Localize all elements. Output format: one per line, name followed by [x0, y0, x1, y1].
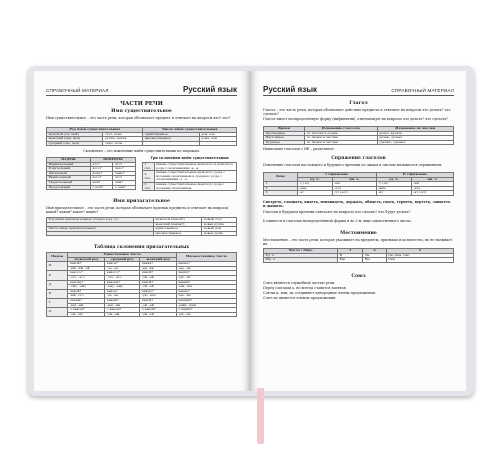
- verb-rule-2: Ь пишется в глаголах неопределённой формы и во 2-м лице единственного числа.: [263, 219, 412, 223]
- table-header: Единственное число: [68, 253, 176, 258]
- table-cell: 3 скл.: [143, 182, 155, 190]
- table-cell: 1: [264, 182, 298, 187]
- adjective-definition: Имя прилагательное – это часть речи, которая обозначает признак предмета и отвечает на вопросы какой? какая? какое? какие?: [46, 206, 229, 215]
- table-cell: Мы: [337, 258, 363, 263]
- verb-negation-note: Написание глаголов с НЕ – раздельное.: [263, 147, 335, 151]
- table-cell: Именительный: [47, 162, 91, 167]
- table-cell: ручка, земля: [103, 137, 143, 142]
- table-cell: -ыми, -ими: [176, 303, 236, 308]
- table-cell: -у (-ю): [297, 182, 332, 187]
- table-cell: Род имён прилагательных (только в ед. ч.): [47, 218, 154, 223]
- table-cell: В.: [47, 289, 68, 298]
- table-cell: какие?: [176, 289, 236, 294]
- conjugation-exceptions: Спотреть, слышать, видеть, ненавидеть, держать, обидеть, гнать, терпеть, вертеть, зависеть и дышать.: [263, 200, 451, 209]
- table-cell: какому?: [105, 280, 140, 285]
- verb-rule-1: Глаголы в будущем времени отвечают на вопросы что сделаю? что будут делать?: [263, 210, 411, 214]
- table-cell: 2 скл.: [143, 171, 155, 183]
- table-header: мн. ч.: [411, 177, 453, 182]
- table-cell: женский (какая?): [153, 222, 201, 227]
- table-cell: -ых, -их: [176, 275, 236, 280]
- table-header: мужской род: [68, 257, 105, 262]
- header-subject-title: Русский язык: [263, 85, 318, 94]
- table-cell: Мн. ч.: [264, 258, 338, 263]
- table-cell: -ит: [376, 191, 411, 196]
- table-header: ПАДЕЖ: [47, 158, 91, 163]
- table-cell: -ого, -его: [68, 275, 105, 280]
- declension-types-heading: Три склонения имён существительных: [150, 156, 229, 160]
- table-cell: -ым, -им: [68, 303, 105, 308]
- table-header: II спряжение: [376, 173, 453, 178]
- verb-definition: Глагол – это часть речи, которая обозначает действие предмета и отвечает на вопросы что делать? что сделать?: [263, 108, 451, 117]
- table-cell: -ая, -яя: [140, 266, 177, 271]
- table-cell: о ком?: [90, 185, 112, 190]
- table-header: Число \ Лицо: [264, 249, 338, 254]
- table-cell: Настоящее: [264, 136, 305, 141]
- table-cell: -ут (-ют): [332, 191, 376, 196]
- table-header: Время: [264, 127, 305, 132]
- table-cell: Творительный: [47, 180, 91, 185]
- table-cell: -ой, -ей: [140, 275, 177, 280]
- union-heading: Союз: [351, 274, 366, 279]
- table-cell: какая?: [140, 262, 177, 267]
- verb-tense-table: [263, 126, 454, 145]
- table-cell: Ты: [363, 253, 386, 258]
- table-header: Лицо: [264, 173, 298, 182]
- table-cell: имена существительные женского и мужского рода с окончаниями -а, -я: [154, 163, 236, 171]
- table-cell: чем?: [113, 180, 136, 185]
- table-cell: какого?: [105, 271, 140, 276]
- table-header: Падеж: [47, 253, 68, 262]
- table-cell: Винительный: [47, 176, 91, 181]
- adjective-declension-heading: Таблица склонения прилагательных: [94, 245, 189, 250]
- table-header: Род имён существительных: [47, 128, 143, 133]
- table-cell: каким?: [176, 280, 236, 285]
- table-cell: 2: [264, 186, 298, 191]
- table-cell: дом, ель: [199, 132, 236, 137]
- union-line-1: Союз является служебной частью речи.: [263, 281, 336, 285]
- table-cell: 1 скл.: [143, 163, 155, 171]
- conjugation-table: [263, 172, 454, 196]
- table-header: 3: [386, 249, 453, 254]
- table-cell: Число имён прилагательных: [47, 227, 154, 232]
- table-cell: какой?: [140, 280, 177, 285]
- table-cell: множественное: [153, 231, 201, 236]
- table-cell: единственное: [143, 132, 199, 137]
- table-cell: чему?: [113, 171, 136, 176]
- table-cell: -ат (-ят): [411, 191, 453, 196]
- table-cell: о каком?: [105, 308, 140, 313]
- table-cell: -ой, -ей: [140, 312, 177, 317]
- table-cell: -ом, -ем: [68, 312, 105, 317]
- table-cell: каких?: [176, 271, 236, 276]
- table-cell: [47, 231, 154, 236]
- table-cell: -ому, -ему: [105, 285, 140, 290]
- table-cell: -ые, -ых: [176, 294, 236, 299]
- verb-infinitive-note: Глагол имеет неопределённую форму (инфинитив), отвечающую на вопросы что делать? что сделать?: [263, 117, 449, 121]
- table-cell: -ое, -ее: [105, 294, 140, 299]
- table-cell: новый дом: [202, 227, 237, 232]
- verb-heading: Глагол: [349, 101, 368, 106]
- table-cell: Они: [386, 258, 453, 263]
- table-cell: сделаю, сделает: [377, 140, 453, 145]
- table-header: 1: [337, 249, 363, 254]
- table-cell: кто?: [90, 162, 112, 167]
- table-header: мн. ч.: [332, 177, 376, 182]
- table-cell: кого?: [90, 176, 112, 181]
- table-header: ед. ч.: [376, 177, 411, 182]
- table-cell: кем?: [90, 180, 112, 185]
- conjugation-heading: Спряжение глаголов: [331, 156, 386, 161]
- table-cell: И.: [47, 262, 68, 271]
- table-cell: Т.: [47, 298, 68, 307]
- table-cell: -им: [411, 182, 453, 187]
- noun-heading: Имя существительное: [111, 109, 172, 114]
- table-cell: по лицам и числам: [305, 136, 377, 141]
- table-cell: -ем: [332, 182, 376, 187]
- table-cell: Ед. ч.: [264, 253, 338, 258]
- table-cell: имена существительные женского рода с нулевым окончанием: [154, 182, 236, 190]
- table-header: 2: [363, 249, 386, 254]
- table-cell: Прошедшее: [264, 131, 305, 136]
- table-cell: какому?: [68, 280, 105, 285]
- table-cell: о какой?: [140, 308, 177, 313]
- table-cell: -ому, -ему: [68, 285, 105, 290]
- bookmark-ribbon: [257, 388, 264, 444]
- table-cell: какого?: [68, 271, 105, 276]
- table-cell: -ое, -ее: [105, 266, 140, 271]
- table-cell: какой?: [140, 271, 177, 276]
- table-cell: женский (она, моя): [47, 137, 103, 142]
- table-cell: какое?: [105, 262, 140, 267]
- table-cell: -ым, -им: [176, 285, 236, 290]
- table-cell: -ом, -ем: [105, 312, 140, 317]
- table-cell: -ой, -ей: [140, 285, 177, 290]
- page-header: [263, 81, 454, 96]
- table-cell: [143, 141, 199, 146]
- pronoun-definition: Местоимение – это часть речи, которая указывает на предметы, признаки и количество, но не называет их.: [263, 238, 453, 247]
- right-page: [251, 71, 466, 391]
- pronoun-heading: Местоимение: [340, 231, 377, 236]
- table-header: женский род: [140, 257, 177, 262]
- table-cell: какой?: [68, 289, 105, 294]
- parts-of-speech-title: ЧАСТИ РЕЧИ: [120, 101, 163, 107]
- table-cell: -ую, -юю: [140, 294, 177, 299]
- cases-table: [46, 157, 136, 190]
- adjective-gender-table: [46, 217, 237, 236]
- table-cell: [199, 141, 236, 146]
- table-cell: Д.: [47, 280, 68, 289]
- table-cell: -ый, -ий, -ой: [68, 266, 105, 271]
- table-cell: о каком?: [68, 308, 105, 313]
- table-cell: -ите: [411, 186, 453, 191]
- table-cell: 3: [264, 191, 298, 196]
- table-cell: Р.: [47, 271, 68, 280]
- table-cell: множественное: [143, 137, 199, 142]
- table-cell: каким?: [105, 298, 140, 303]
- left-page: [34, 71, 249, 391]
- table-cell: -ой, -ей: [140, 303, 177, 308]
- table-cell: о чём?: [113, 185, 136, 190]
- table-cell: по числам и родам: [305, 131, 377, 136]
- noun-definition: Имя существительное – это часть речи, которая обозначает предмет и отвечает на вопросы кто? что?: [46, 116, 231, 120]
- table-cell: Я: [337, 253, 363, 258]
- noun-gender-number-table: [46, 127, 237, 146]
- table-cell: какое?: [105, 289, 140, 294]
- table-header: Изменение глаголов: [305, 127, 377, 132]
- table-cell: -ешь: [297, 186, 332, 191]
- table-cell: -ого, -его: [105, 275, 140, 280]
- table-cell: чего?: [113, 167, 136, 172]
- table-cell: какими?: [176, 298, 236, 303]
- table-cell: какие?: [176, 262, 236, 267]
- header-reference-label: СПРАВОЧНЫЙ МАТЕРИАЛ: [391, 88, 454, 93]
- table-cell: -ете: [332, 186, 376, 191]
- conjugation-note: Изменение глаголов настоящего и будущего времени по лицам и числам называется спряжением.: [263, 163, 443, 167]
- table-cell: новый стол: [202, 218, 237, 223]
- table-cell: единственное: [153, 227, 201, 232]
- adjective-declension-table: [46, 252, 237, 317]
- table-cell: кому?: [90, 171, 112, 176]
- table-cell: каким?: [68, 298, 105, 303]
- table-header: I спряжение: [297, 173, 376, 178]
- table-cell: -ет: [297, 191, 332, 196]
- table-cell: что?: [113, 176, 136, 181]
- table-cell: Вы: [363, 258, 386, 263]
- table-cell: средний (оно, моё): [47, 141, 103, 146]
- table-cell: какой?: [140, 298, 177, 303]
- table-header: Изменение по числам: [377, 127, 453, 132]
- table-cell: новые дома: [202, 231, 237, 236]
- table-cell: кого?: [90, 167, 112, 172]
- table-cell: -ишь: [376, 186, 411, 191]
- table-cell: что?: [113, 162, 136, 167]
- table-cell: -ые, -ие: [176, 266, 236, 271]
- page-header: [46, 81, 237, 96]
- declension-note: Склонение – это изменение имён существительных по падежам.: [83, 149, 200, 153]
- table-header: ед. ч.: [297, 177, 332, 182]
- table-cell: дома, ели: [199, 137, 236, 142]
- table-cell: Предложный: [47, 185, 91, 190]
- table-cell: по лицам и числам: [305, 140, 377, 145]
- table-cell: какую?: [140, 289, 177, 294]
- table-cell: делаю, делает: [377, 136, 453, 141]
- table-cell: делал, делала: [377, 131, 453, 136]
- table-header: Число имён существительных: [143, 128, 237, 133]
- adjective-heading: Имя прилагательное: [113, 199, 170, 204]
- union-line-3: Союзы и, или, да соединяют однородные члены предложения.: [263, 291, 377, 295]
- union-line-2: Перед союзами а, но всегда ставится запятая.: [263, 286, 347, 290]
- table-cell: П.: [47, 308, 68, 317]
- table-cell: -ый, -ого: [68, 294, 105, 299]
- table-header: ВОПРОСЫ: [90, 158, 135, 163]
- table-cell: окно, поле: [103, 141, 143, 146]
- table-cell: Он, Она, Оно: [386, 253, 453, 258]
- pronoun-table: [263, 248, 454, 263]
- table-cell: Родительный: [47, 167, 91, 172]
- table-cell: имена существительные мужского рода с нулевым окончанием и среднего рода с окончаниями -о, -е: [154, 171, 236, 183]
- table-cell: -ым, -им: [105, 303, 140, 308]
- table-cell: -у (-ю): [376, 182, 411, 187]
- table-cell: мужской (он, мой): [47, 132, 103, 137]
- table-cell: новая ручка: [202, 222, 237, 227]
- declension-types-table: [142, 162, 237, 191]
- table-cell: о каких?: [176, 308, 236, 313]
- table-cell: -ых, -их: [176, 312, 236, 317]
- table-cell: стол, конь: [103, 132, 143, 137]
- table-cell: Будущее: [264, 140, 305, 145]
- header-reference-label: СПРАВОЧНЫЙ МАТЕРИАЛ: [46, 88, 109, 93]
- table-header: средний род: [105, 257, 140, 262]
- table-cell: какой?: [68, 262, 105, 267]
- table-cell: мужской (какой?): [153, 218, 201, 223]
- table-header: Множественное число: [176, 253, 236, 262]
- union-line-4: Союз не является членом предложения.: [263, 296, 337, 300]
- header-subject-title: Русский язык: [182, 85, 237, 94]
- table-cell: Дательный: [47, 171, 91, 176]
